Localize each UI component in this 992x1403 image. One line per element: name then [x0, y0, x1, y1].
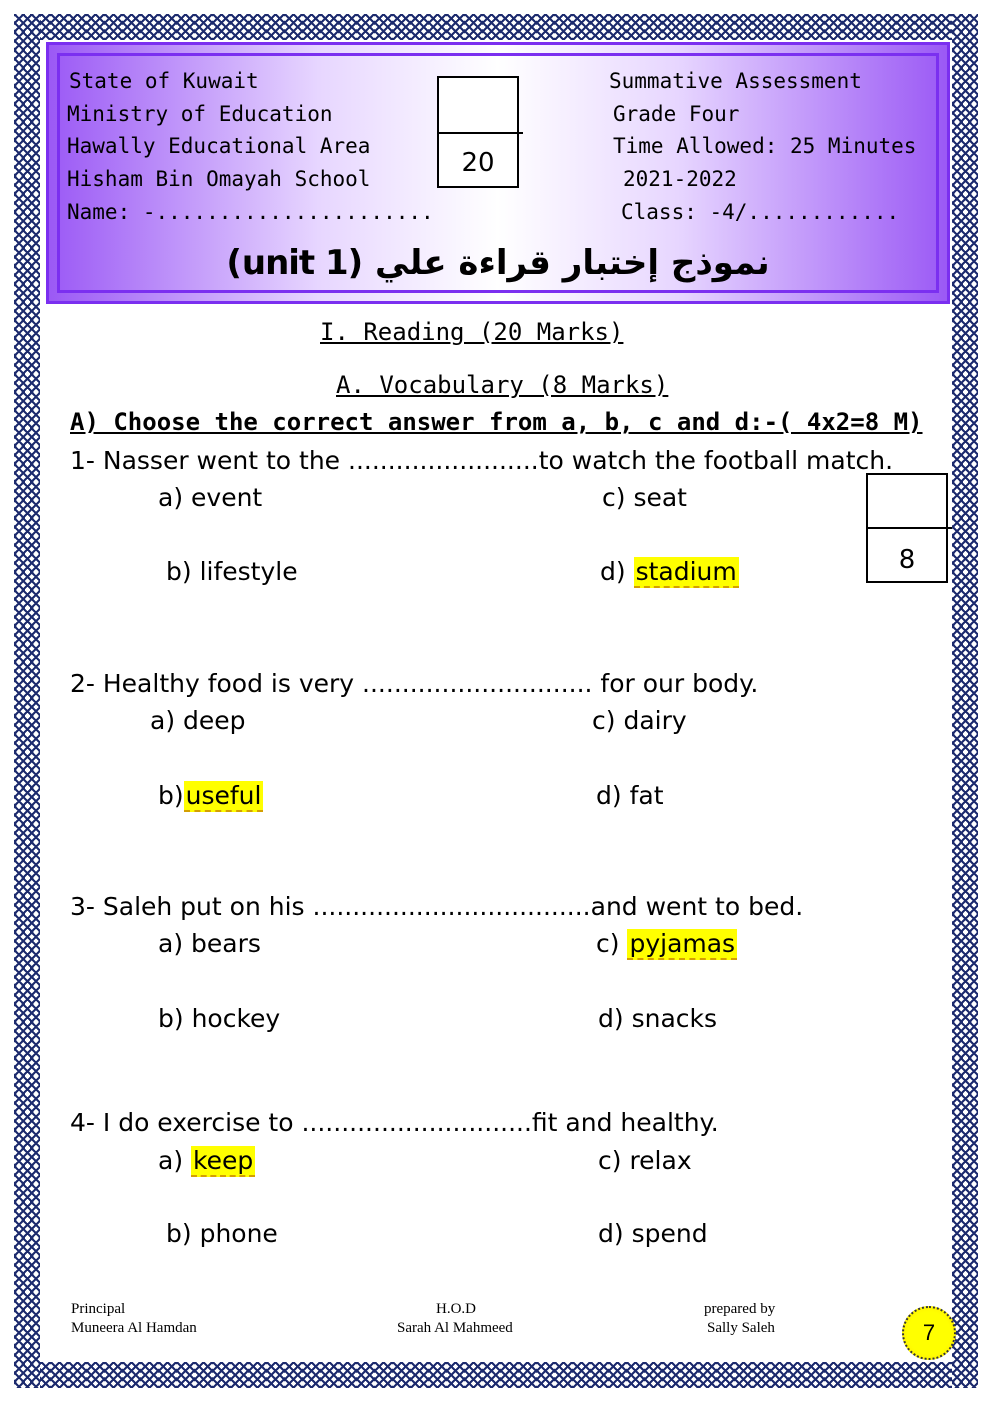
decorative-border-right — [952, 14, 978, 1388]
q4-answer-highlight: keep — [193, 1146, 254, 1175]
footer-prepared-label: prepared by — [704, 1301, 776, 1317]
q4-option-a-letter: a) — [158, 1146, 192, 1175]
q4-option-a — [158, 1146, 255, 1175]
q3-option-c-letter: c) — [596, 929, 620, 958]
question-3: 3- Saleh put on his ...................................and went to bed. — [70, 892, 804, 921]
section-score: 8 — [898, 545, 916, 575]
q3-option-c — [596, 929, 737, 958]
footer-hod-label: H.O.D — [436, 1301, 476, 1317]
q1-option-d — [600, 557, 739, 586]
arabic-title: نموذج إختبار قراءة علي (unit 1) — [226, 243, 770, 283]
header-grade: Grade Four — [613, 102, 740, 126]
q4-option-b: b) phone — [166, 1219, 278, 1248]
exam-header — [46, 42, 950, 304]
q1-answer-highlight: stadium — [635, 557, 737, 586]
q4-option-c: c) relax — [598, 1146, 692, 1175]
decorative-border-top — [14, 14, 978, 40]
header-area: Hawally Educational Area — [67, 134, 371, 158]
subsection-title: A. Vocabulary (8 Marks) — [336, 371, 669, 399]
q1-option-a: a) event — [158, 483, 263, 512]
section-title: I. Reading (20 Marks) — [320, 318, 624, 346]
footer-hod-name: Sarah Al Mahmeed — [397, 1320, 513, 1336]
footer-principal-label: Principal — [71, 1301, 126, 1317]
q3-answer-highlight: pyjamas — [629, 929, 736, 958]
header-school: Hisham Bin Omayah School — [67, 167, 371, 191]
q1-option-b: b) lifestyle — [166, 557, 298, 586]
header-ministry: Ministry of Education — [67, 102, 333, 126]
q2-option-b — [158, 781, 263, 810]
q4-option-d: d) spend — [598, 1219, 708, 1248]
q1-option-c: c) seat — [602, 483, 687, 512]
question-4: 4- I do exercise to .............................fit and healthy. — [70, 1108, 719, 1137]
q3-option-d: d) snacks — [598, 1004, 718, 1033]
total-score-box — [437, 76, 519, 188]
total-score: 20 — [461, 148, 495, 178]
question-1: 1- Nasser went to the ........................to watch the football match. — [70, 446, 894, 475]
score-divider — [439, 132, 523, 134]
header-time: Time Allowed: 25 Minutes — [613, 134, 917, 158]
q2-option-a: a) deep — [150, 706, 246, 735]
q2-option-d: d) fat — [596, 781, 664, 810]
decorative-border-bottom — [14, 1362, 978, 1388]
section-score-divider — [868, 527, 952, 529]
footer-prepared-name: Sally Saleh — [707, 1320, 775, 1336]
section-score-box — [866, 473, 948, 583]
question-2: 2- Healthy food is very ............................. for our body. — [70, 669, 759, 698]
header-assessment: Summative Assessment — [609, 69, 862, 93]
q2-option-c: c) dairy — [592, 706, 687, 735]
header-name-field: Name: -...................... — [67, 200, 434, 224]
instruction: A) Choose the correct answer from a, b, c and d:-( 4x2=8 M) — [70, 408, 923, 436]
header-year: 2021-2022 — [623, 167, 737, 191]
q2-option-b-letter: b) — [158, 781, 184, 810]
q2-answer-highlight: useful — [185, 781, 262, 810]
footer-principal-name: Muneera Al Hamdan — [71, 1320, 197, 1336]
q1-option-d-letter: d) — [600, 557, 626, 586]
decorative-border-left — [14, 14, 40, 1388]
page-number-badge — [902, 1306, 956, 1360]
header-state: State of Kuwait — [69, 69, 259, 93]
header-class-field: Class: -4/............ — [621, 200, 900, 224]
page-number: 7 — [922, 1320, 936, 1345]
q3-option-a: a) bears — [158, 929, 261, 958]
q3-option-b: b) hockey — [158, 1004, 281, 1033]
